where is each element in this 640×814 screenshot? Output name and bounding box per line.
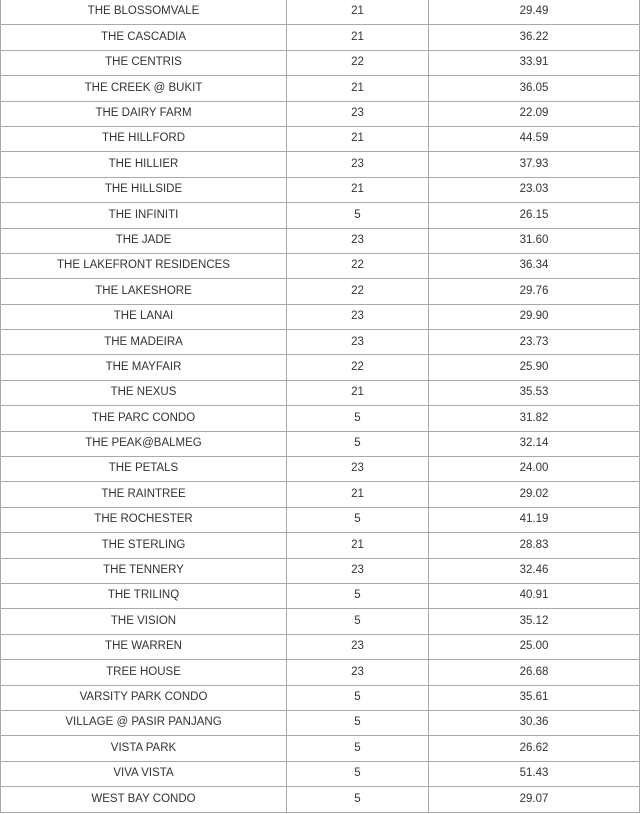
- value-cell: 29.90: [429, 304, 640, 329]
- district-cell: 5: [287, 761, 429, 786]
- district-cell: 5: [287, 431, 429, 456]
- district-cell: 22: [287, 279, 429, 304]
- district-cell: 23: [287, 228, 429, 253]
- project-name-cell: VISTA PARK: [1, 736, 287, 761]
- district-cell: 5: [287, 736, 429, 761]
- table-row: [1, 0, 640, 25]
- value-cell: 22.09: [429, 101, 640, 126]
- project-name-cell: THE TRILINQ: [1, 583, 287, 608]
- table-row: [1, 304, 640, 329]
- table-row: [1, 101, 640, 126]
- district-cell: 22: [287, 355, 429, 380]
- table-row: [1, 787, 640, 812]
- district-cell: 23: [287, 634, 429, 659]
- district-cell: 23: [287, 304, 429, 329]
- value-cell: 41.19: [429, 507, 640, 532]
- table-row: [1, 685, 640, 710]
- table-row: [1, 228, 640, 253]
- value-cell: 33.91: [429, 50, 640, 75]
- district-cell: 22: [287, 50, 429, 75]
- district-cell: 5: [287, 583, 429, 608]
- table-row: [1, 76, 640, 101]
- value-cell: 32.14: [429, 431, 640, 456]
- table-row: [1, 558, 640, 583]
- value-cell: 23.03: [429, 177, 640, 202]
- project-name-cell: THE MADEIRA: [1, 330, 287, 355]
- table-row: [1, 710, 640, 735]
- district-cell: 5: [287, 507, 429, 532]
- table-row: [1, 457, 640, 482]
- value-cell: 29.07: [429, 787, 640, 812]
- value-cell: 26.15: [429, 203, 640, 228]
- value-cell: 26.68: [429, 660, 640, 685]
- table-row: [1, 25, 640, 50]
- district-cell: 21: [287, 0, 429, 25]
- table-row: [1, 177, 640, 202]
- district-cell: 5: [287, 406, 429, 431]
- table-row: [1, 126, 640, 151]
- table-row: [1, 279, 640, 304]
- table-row: [1, 152, 640, 177]
- table-row: [1, 380, 640, 405]
- project-name-cell: THE INFINITI: [1, 203, 287, 228]
- value-cell: 36.22: [429, 25, 640, 50]
- project-name-cell: THE BLOSSOMVALE: [1, 0, 287, 25]
- district-cell: 5: [287, 787, 429, 812]
- project-name-cell: THE CASCADIA: [1, 25, 287, 50]
- value-cell: 31.60: [429, 228, 640, 253]
- value-cell: 37.93: [429, 152, 640, 177]
- district-cell: 23: [287, 457, 429, 482]
- district-cell: 23: [287, 101, 429, 126]
- district-cell: 21: [287, 482, 429, 507]
- table-row: [1, 761, 640, 786]
- project-name-cell: THE PARC CONDO: [1, 406, 287, 431]
- project-name-cell: THE WARREN: [1, 634, 287, 659]
- table-body: [1, 0, 640, 812]
- table-row: [1, 660, 640, 685]
- project-name-cell: THE PETALS: [1, 457, 287, 482]
- table-row: [1, 736, 640, 761]
- project-name-cell: THE VISION: [1, 609, 287, 634]
- project-name-cell: THE DAIRY FARM: [1, 101, 287, 126]
- district-cell: 5: [287, 685, 429, 710]
- value-cell: 25.90: [429, 355, 640, 380]
- project-name-cell: THE LAKESHORE: [1, 279, 287, 304]
- project-name-cell: THE LANAI: [1, 304, 287, 329]
- table-row: [1, 482, 640, 507]
- value-cell: 51.43: [429, 761, 640, 786]
- district-cell: 23: [287, 330, 429, 355]
- value-cell: 35.53: [429, 380, 640, 405]
- value-cell: 30.36: [429, 710, 640, 735]
- district-cell: 21: [287, 25, 429, 50]
- project-name-cell: WEST BAY CONDO: [1, 787, 287, 812]
- district-cell: 21: [287, 533, 429, 558]
- project-name-cell: THE JADE: [1, 228, 287, 253]
- value-cell: 23.73: [429, 330, 640, 355]
- project-name-cell: THE STERLING: [1, 533, 287, 558]
- project-name-cell: THE CREEK @ BUKIT: [1, 76, 287, 101]
- value-cell: 40.91: [429, 583, 640, 608]
- district-cell: 23: [287, 558, 429, 583]
- value-cell: 26.62: [429, 736, 640, 761]
- value-cell: 32.46: [429, 558, 640, 583]
- project-name-cell: TREE HOUSE: [1, 660, 287, 685]
- district-cell: 21: [287, 380, 429, 405]
- project-name-cell: THE CENTRIS: [1, 50, 287, 75]
- table-row: [1, 50, 640, 75]
- table-row: [1, 583, 640, 608]
- table-row: [1, 330, 640, 355]
- project-name-cell: VIVA VISTA: [1, 761, 287, 786]
- value-cell: 35.61: [429, 685, 640, 710]
- project-name-cell: THE TENNERY: [1, 558, 287, 583]
- table-row: [1, 203, 640, 228]
- value-cell: 35.12: [429, 609, 640, 634]
- table-row: [1, 355, 640, 380]
- project-name-cell: THE PEAK@BALMEG: [1, 431, 287, 456]
- table-row: [1, 507, 640, 532]
- project-name-cell: THE LAKEFRONT RESIDENCES: [1, 253, 287, 278]
- project-name-cell: VARSITY PARK CONDO: [1, 685, 287, 710]
- district-cell: 21: [287, 76, 429, 101]
- table-row: [1, 634, 640, 659]
- project-name-cell: THE MAYFAIR: [1, 355, 287, 380]
- project-name-cell: VILLAGE @ PASIR PANJANG: [1, 710, 287, 735]
- district-cell: 5: [287, 203, 429, 228]
- table-row: [1, 406, 640, 431]
- table-row: [1, 533, 640, 558]
- project-name-cell: THE NEXUS: [1, 380, 287, 405]
- value-cell: 29.76: [429, 279, 640, 304]
- project-name-cell: THE ROCHESTER: [1, 507, 287, 532]
- value-cell: 44.59: [429, 126, 640, 151]
- value-cell: 36.05: [429, 76, 640, 101]
- value-cell: 29.02: [429, 482, 640, 507]
- project-name-cell: THE HILLIER: [1, 152, 287, 177]
- district-cell: 21: [287, 177, 429, 202]
- value-cell: 28.83: [429, 533, 640, 558]
- project-name-cell: THE HILLSIDE: [1, 177, 287, 202]
- value-cell: 36.34: [429, 253, 640, 278]
- district-cell: 23: [287, 660, 429, 685]
- project-name-cell: THE RAINTREE: [1, 482, 287, 507]
- table-row: [1, 609, 640, 634]
- district-cell: 22: [287, 253, 429, 278]
- district-cell: 21: [287, 126, 429, 151]
- value-cell: 29.49: [429, 0, 640, 25]
- value-cell: 24.00: [429, 457, 640, 482]
- project-name-cell: THE HILLFORD: [1, 126, 287, 151]
- district-cell: 23: [287, 152, 429, 177]
- district-cell: 5: [287, 609, 429, 634]
- table-row: [1, 253, 640, 278]
- value-cell: 31.82: [429, 406, 640, 431]
- table-row: [1, 431, 640, 456]
- district-cell: 5: [287, 710, 429, 735]
- value-cell: 25.00: [429, 634, 640, 659]
